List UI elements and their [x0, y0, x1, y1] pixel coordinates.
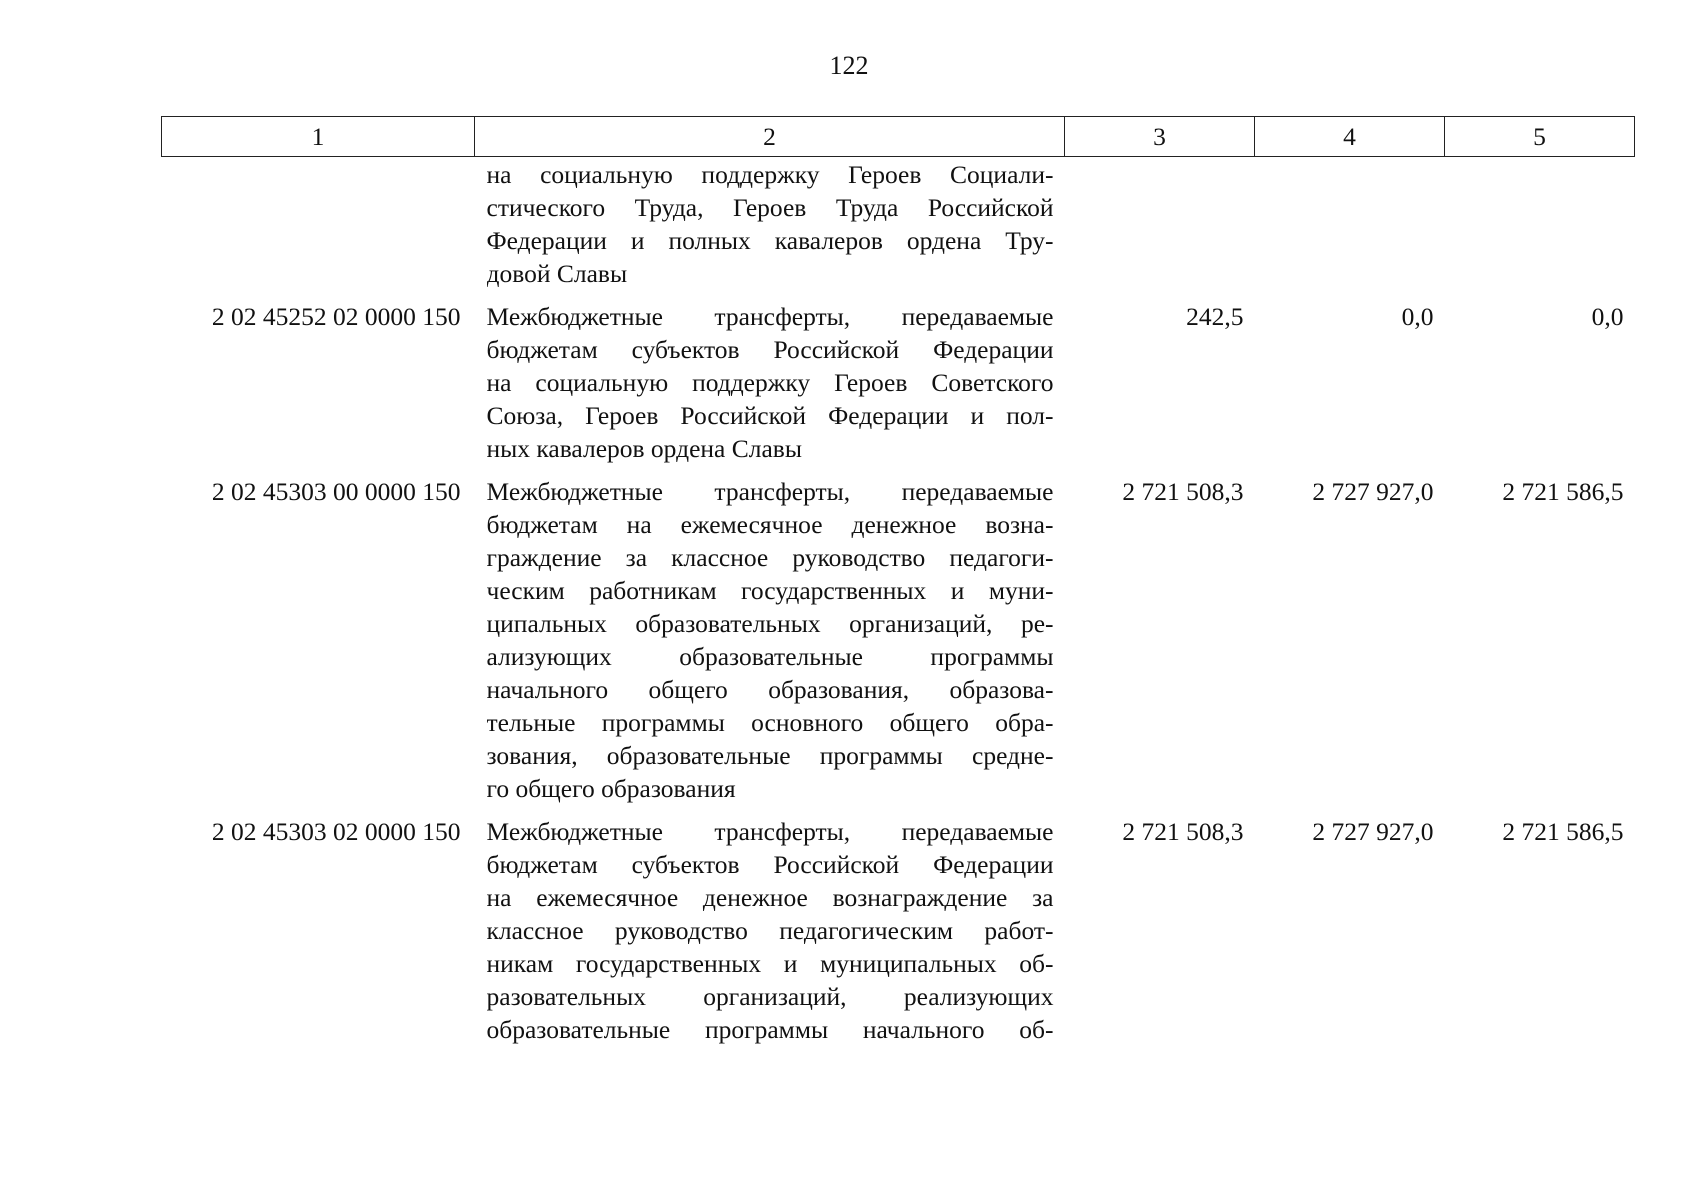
continuation-col3	[1065, 157, 1255, 301]
amount-col5: 0,0	[1591, 302, 1624, 331]
description-line: тельные программы основного общего обра-	[486, 708, 1054, 737]
continuation-col4	[1255, 157, 1445, 301]
description-line: Союза, Героев Российской Федерации и пол-	[486, 401, 1054, 430]
description-line: классное руководство педагогическим работ-	[486, 916, 1054, 945]
description-line: зования, образовательные программы средне-	[486, 741, 1054, 770]
description-line: го общего образования	[486, 774, 736, 803]
amount-col3: 2 721 508,3	[1122, 817, 1244, 846]
table-row	[162, 815, 1635, 1056]
column-header-1: 1	[162, 117, 475, 157]
budget-code: 2 02 45252 02 0000 150	[211, 302, 461, 331]
description-line: довой Славы	[486, 259, 628, 288]
description-line: на социальную поддержку Героев Советского	[486, 368, 1054, 397]
amount-col3: 2 721 508,3	[1122, 477, 1244, 506]
continuation-col5	[1445, 157, 1635, 301]
budget-code: 2 02 45303 00 0000 150	[211, 477, 461, 506]
table-header	[162, 117, 1635, 157]
description-line: бюджетам субъектов Российской Федерации	[486, 335, 1054, 364]
budget-code: 2 02 45303 02 0000 150	[211, 817, 461, 846]
amount-col4: 2 727 927,0	[1312, 477, 1434, 506]
description-line: бюджетам на ежемесячное денежное возна-	[486, 510, 1054, 539]
description-line: Межбюджетные трансферты, передаваемые	[486, 817, 1054, 846]
budget-table	[161, 116, 1635, 1056]
column-header-2: 2	[475, 117, 1065, 157]
amount-col5: 2 721 586,5	[1502, 817, 1624, 846]
column-header-4: 4	[1255, 117, 1445, 157]
description-line: граждение за классное руководство педагоги-	[486, 543, 1054, 572]
amount-col4: 2 727 927,0	[1312, 817, 1434, 846]
continuation-row	[162, 157, 1635, 301]
column-header-3: 3	[1065, 117, 1255, 157]
description-line: разовательных организаций, реализующих	[486, 982, 1054, 1011]
row-description	[475, 300, 1065, 475]
description-line: бюджетам субъектов Российской Федерации	[486, 850, 1054, 879]
amount-col5: 2 721 586,5	[1502, 477, 1624, 506]
description-line: на ежемесячное денежное вознаграждение за	[486, 883, 1054, 912]
description-line: Межбюджетные трансферты, передаваемые	[486, 302, 1054, 331]
table-row	[162, 475, 1635, 815]
description-line: образовательные программы начального об-	[486, 1015, 1054, 1044]
table-body	[162, 157, 1635, 1057]
page-number: 122	[829, 51, 869, 80]
description-line: ческим работникам государственных и муни-	[486, 576, 1054, 605]
description-line: ципальных образовательных организаций, ре-	[486, 609, 1054, 638]
column-header-5: 5	[1445, 117, 1635, 157]
row-description	[475, 815, 1065, 1056]
amount-col3: 242,5	[1186, 302, 1244, 331]
description-line: начального общего образования, образова-	[486, 675, 1054, 704]
description-line: ализующих образовательные программы	[486, 642, 1054, 671]
description-line: стического Труда, Героев Труда Российской	[486, 193, 1054, 222]
description-line: Федерации и полных кавалеров ордена Тру-	[486, 226, 1054, 255]
description-line: ных кавалеров ордена Славы	[486, 434, 802, 463]
description-line: на социальную поддержку Героев Социали-	[486, 160, 1054, 189]
header-row	[162, 117, 1635, 157]
description-line: Межбюджетные трансферты, передаваемые	[486, 477, 1054, 506]
amount-col4: 0,0	[1401, 302, 1434, 331]
continuation-description	[475, 157, 1065, 301]
continuation-code-cell	[162, 157, 475, 301]
table-row	[162, 300, 1635, 475]
description-line: никам государственных и муниципальных об-	[486, 949, 1054, 978]
row-description	[475, 475, 1065, 815]
